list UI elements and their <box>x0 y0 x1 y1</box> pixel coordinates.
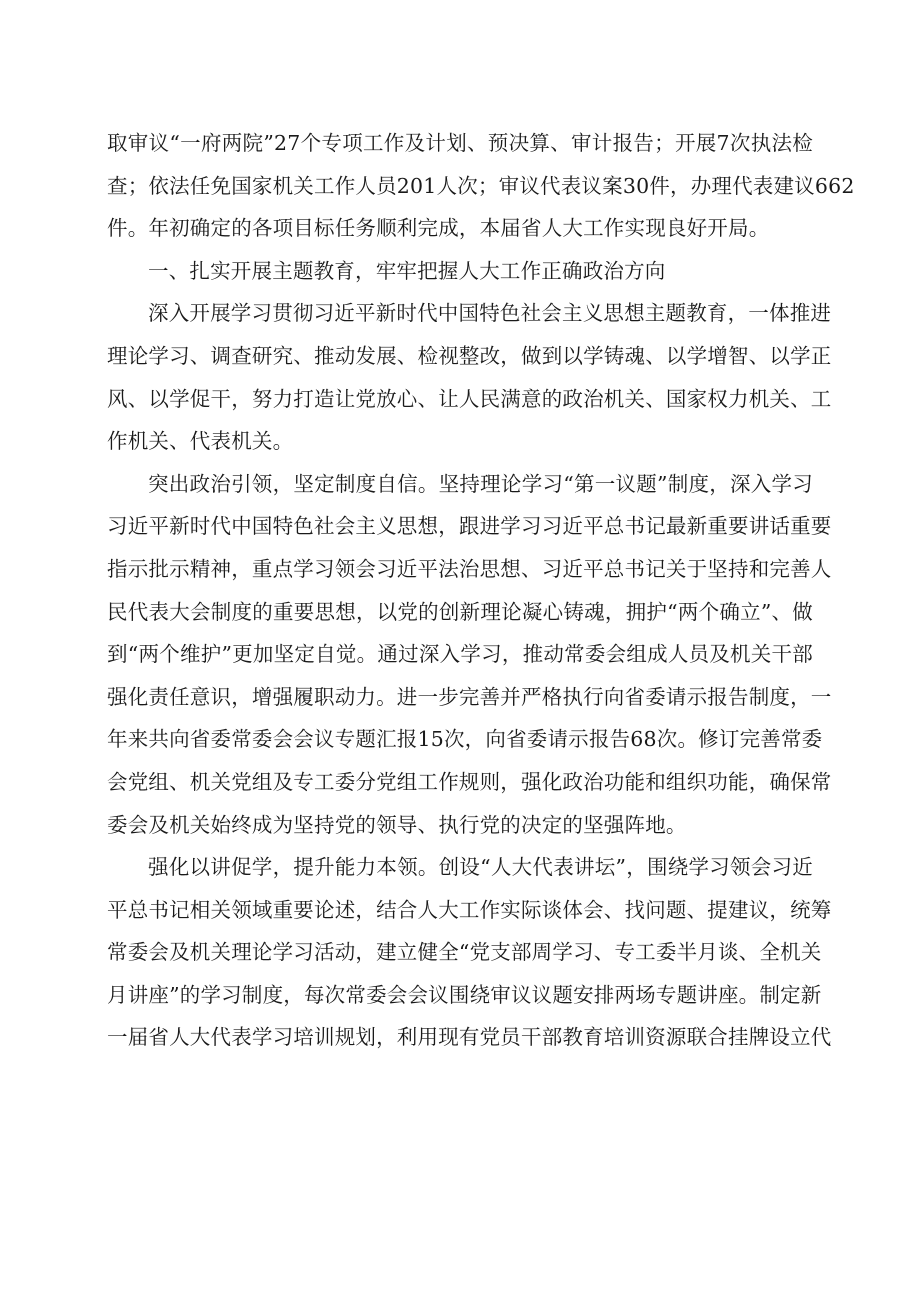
text-line: 风、以学促干，努力打造让党放心、让人民满意的政治机关、国家权力机关、工 <box>107 386 832 411</box>
text-line: 突出政治引领，坚定制度自信。坚持理论学习“第一议题”制度，深入学习 <box>148 471 813 496</box>
text-line: 会党组、机关党组及专工委分党组工作规则，强化政治功能和组织功能，确保常 <box>107 769 832 794</box>
text-line: 习近平新时代中国特色社会主义思想，跟进学习习近平总书记最新重要讲话重要 <box>107 514 832 539</box>
text-line: 强化以讲促学，提升能力本领。创设“人大代表讲坛”，围绕学习领会习近 <box>148 855 813 880</box>
text-line: 理论学习、调查研究、推动发展、检视整改，做到以学铸魂、以学增智、以学正 <box>107 343 832 368</box>
text-line: 到“两个维护”更加坚定自觉。通过深入学习，推动常委会组成人员及机关干部 <box>107 642 813 667</box>
text-line: 强化责任意识，增强履职动力。进一步完善并严格执行向省委请示报告制度，一 <box>107 684 832 709</box>
text-line: 月讲座”的学习制度，每次常委会会议围绕审议议题安排两场专题讲座。制定新 <box>107 982 822 1007</box>
paragraph <box>107 292 832 462</box>
section-heading <box>107 250 813 293</box>
paragraph <box>107 846 832 1059</box>
text-line: 指示批示精神，重点学习领会习近平法治思想、习近平总书记关于坚持和完善人 <box>107 556 832 581</box>
text-line: 件。年初确定的各项目标任务顺利完成，本届省人大工作实现良好开局。 <box>107 216 770 241</box>
text-line: 取审议“一府两院”27个专项工作及计划、预决算、审计报告；开展7次执法检 <box>107 131 813 155</box>
text-line: 常委会及机关理论学习活动，建立健全“党支部周学习、专工委半月谈、全机关 <box>107 940 822 965</box>
document-body <box>107 122 855 1059</box>
text-line: 平总书记相关领域重要论述，结合人大工作实际谈体会、找问题、提建议，统筹 <box>107 897 832 922</box>
text-line: 作机关、代表机关。 <box>107 429 294 454</box>
text-line: 年来共向省委常委会会议专题汇报15次，向省委请示报告68次。修订完善常委 <box>107 727 823 752</box>
paragraph <box>107 463 832 846</box>
text-line: 一届省人大代表学习培训规划，利用现有党员干部教育培训资源联合挂牌设立代 <box>107 1025 832 1050</box>
text-line: 民代表大会制度的重要思想，以党的创新理论凝心铸魂，拥护“两个确立”、做 <box>107 599 813 624</box>
heading-line: 一、扎实开展主题教育，牢牢把握人大工作正确政治方向 <box>148 258 666 283</box>
text-line: 深入开展学习贯彻习近平新时代中国特色社会主义思想主题教育，一体推进 <box>148 301 832 326</box>
text-line: 委会及机关始终成为坚持党的领导、执行党的决定的坚强阵地。 <box>107 812 687 837</box>
paragraph-continuation <box>107 122 855 250</box>
text-line: 查；依法任免国家机关工作人员201人次；审议代表议案30件，办理代表建议662 <box>107 173 855 198</box>
